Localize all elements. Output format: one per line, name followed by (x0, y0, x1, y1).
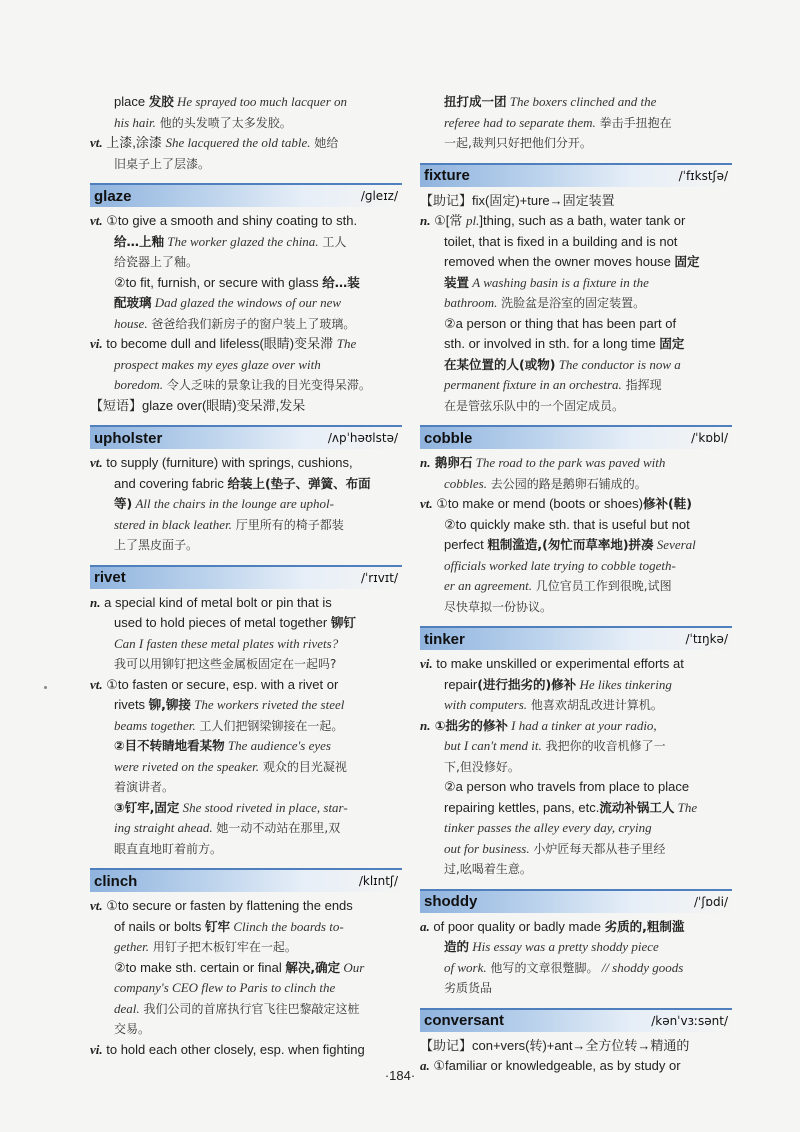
definition-text: 给瓷器上了釉。 (114, 255, 199, 269)
text-line (420, 273, 732, 294)
text-line (90, 716, 402, 737)
example-text: Several (653, 537, 696, 552)
pronunciation: /ˈtɪŋkə/ (685, 632, 728, 646)
headword: rivet (94, 569, 126, 586)
example-text: were riveted on the speaker. (114, 758, 259, 774)
example-text: officials worked late trying to cobble togeth- (444, 557, 676, 573)
definition-text: ①[常 (430, 213, 466, 228)
example-text: I had a tinker at your radio, (507, 717, 657, 733)
definition-text: 修补(鞋) (643, 496, 692, 511)
example-text: boredom. (114, 377, 163, 392)
definition-text: 配玻璃 (114, 295, 152, 310)
headword: fixture (424, 167, 470, 184)
definition-text: 用钉子把木板钉牢在一起。 (149, 940, 297, 954)
part-of-speech: n. (420, 213, 431, 228)
example-text: ing straight ahead. (114, 820, 213, 835)
definition-text: 上漆,涂漆 (102, 135, 166, 150)
pronunciation: /ˈkɒbl/ (691, 431, 728, 445)
text-line (420, 654, 732, 675)
text-line (90, 293, 402, 314)
part-of-speech: n. (420, 717, 431, 733)
part-of-speech: vt. (90, 213, 103, 228)
definition-text: perfect (444, 537, 488, 552)
example-text: The conductor is now a (555, 356, 681, 372)
text-line (90, 1019, 402, 1040)
definition-text: of nails or bolts (114, 918, 206, 934)
text-line (420, 716, 732, 737)
headword-bar-clinch (90, 868, 402, 892)
example-text: She lacquered the old table. (165, 135, 311, 150)
text-line (90, 757, 402, 778)
definition-text: 尽快草拟一份协议。 (444, 599, 553, 614)
headword-bar-cobble (420, 425, 732, 449)
definition-text: 她给 (310, 136, 339, 150)
headword: clinch (94, 872, 138, 890)
text-line (90, 695, 402, 716)
definition-text: 等) (114, 496, 133, 511)
text-line (90, 515, 402, 536)
headword-bar-tinker (420, 626, 732, 650)
text-line (90, 999, 402, 1020)
headword: shoddy (424, 893, 478, 910)
definition-text: 他写的文章很蹩脚。 (486, 960, 599, 975)
text-line (90, 896, 402, 917)
pronunciation: /kənˈvɜːsənt/ (651, 1013, 728, 1028)
example-text: bathroom. (444, 295, 498, 310)
headword-bar-upholster (90, 425, 402, 449)
definition-text: 眼直直地盯着前方。 (114, 841, 223, 856)
text-line (90, 736, 402, 757)
definition-text: 解决,确定 (285, 959, 341, 975)
example-text: gether. (114, 939, 150, 954)
example-text: The worker glazed the china. (164, 233, 319, 249)
example-text: The audience's eyes (224, 738, 331, 753)
definition-text: 观众的目光凝视 (259, 759, 347, 774)
text-line (420, 597, 732, 618)
text-line (90, 798, 402, 819)
example-text: // shoddy goods (598, 959, 684, 975)
definition-text: 拳击手扭抱在 (595, 115, 672, 130)
example-text: She stood riveted in place, star- (179, 799, 348, 815)
headword-bar-rivet (90, 565, 402, 589)
example-text: out for business. (444, 840, 530, 856)
text-line (420, 453, 732, 474)
example-text: Clinch the boards to- (230, 918, 344, 934)
text-line (420, 355, 732, 376)
definition-text: 一起,裁判只好把他们分开。 (444, 136, 592, 150)
definition-text: rivets (114, 697, 149, 712)
part-of-speech: a. (420, 918, 430, 934)
definition-text: 我把你的收音机修了一 (541, 739, 666, 753)
text-line (420, 232, 732, 253)
part-of-speech: vt. (90, 455, 103, 470)
definition-text: (进行拙劣的)修补 (477, 676, 577, 692)
text-line (420, 576, 732, 597)
example-text: with computers. (444, 697, 528, 712)
text-line (90, 133, 402, 154)
text-line (420, 113, 732, 134)
example-text: permanent fixture in an orchestra. (444, 377, 622, 392)
definition-text: ②a person who travels from place to place (444, 779, 690, 794)
definition-text: 他的头发喷了太多发胶。 (155, 115, 292, 130)
definition-text: 装置 (444, 274, 470, 290)
example-text: pl. (465, 213, 480, 228)
text-line (420, 917, 732, 938)
text-line (90, 839, 402, 860)
example-text: of work. (444, 959, 487, 975)
example-text: The road to the park was paved with (472, 455, 666, 470)
definition-text: ]thing, such as a bath, water tank or (479, 213, 686, 228)
definition-text: to become dull and lifeless(眼睛)变呆滞 (102, 336, 337, 351)
definition-text: 下,但没修好。 (444, 759, 520, 774)
definition-text: 给装上(垫子、弹簧、布面 (227, 475, 371, 491)
pronunciation: /ˈʃɒdi/ (694, 894, 728, 909)
pronunciation: /klɪntʃ/ (358, 874, 398, 888)
right-column (420, 92, 732, 1077)
text-line (420, 515, 732, 536)
example-text: The (674, 799, 698, 815)
text-line (420, 396, 732, 417)
text-line (420, 334, 732, 355)
text-line (90, 252, 402, 273)
text-line (420, 757, 732, 778)
example-text: Dad glazed the windows of our new (151, 295, 342, 310)
pronunciation: /ɡleɪz/ (360, 189, 398, 203)
definition-text: 工人们把钢梁铆接在一起。 (195, 718, 344, 733)
text-line (420, 839, 732, 860)
example-text: All the chairs in the lounge are uphol- (132, 496, 334, 511)
text-line (420, 92, 732, 113)
definition-text: toilet, that is fixed in a building and is not (444, 233, 678, 249)
definition-text: 洗脸盆是浴室的固定装置。 (497, 296, 646, 310)
text-line (420, 978, 732, 999)
text-line (90, 375, 402, 396)
definition-text: 厅里所有的椅子都装 (231, 517, 344, 532)
definition-text: 扭打成一团 (444, 94, 507, 109)
text-line (420, 958, 732, 979)
part-of-speech: vt. (90, 676, 103, 692)
text-line (90, 937, 402, 958)
text-line (90, 154, 402, 175)
part-of-speech: a. (420, 1058, 430, 1073)
text-line (90, 654, 402, 675)
pronunciation: /ˈrɪvɪt/ (360, 570, 398, 585)
definition-text: 给…上釉 (114, 233, 165, 249)
definition-text: sth. or involved in sth. for a long time (444, 336, 660, 351)
definition-text: 鹅卵石 (430, 455, 473, 470)
text-line (420, 777, 732, 798)
definition-text: repair (444, 676, 478, 692)
text-line (90, 675, 402, 696)
definition-text: 小炉匠每天都从巷子里经 (529, 841, 666, 856)
definition-text: to make unskilled or experimental efforts at (432, 656, 684, 671)
example-text: cobbles. (444, 475, 487, 491)
definition-text: 粗制滥造,(匆忙而草率地)拼凑 (487, 537, 654, 552)
definition-text: and covering fabric (114, 475, 228, 491)
definition-text: 【短语】glaze over(眼睛)变呆滞,发呆 (90, 397, 306, 413)
definition-text: 交易。 (114, 1022, 151, 1036)
part-of-speech: vt. (90, 135, 103, 150)
text-line (90, 314, 402, 335)
text-line (420, 191, 732, 212)
text-line (420, 675, 732, 696)
definition-text: of poor quality or badly made (429, 918, 605, 934)
definition-text: 钉牢 (205, 918, 231, 934)
definition-text: place (114, 94, 149, 109)
definition-text: 我们公司的首席执行官飞往巴黎敲定这桩 (139, 1001, 360, 1016)
text-line (420, 818, 732, 839)
definition-text: 给…装 (322, 274, 360, 290)
definition-text: 在是管弦乐队中的一个固定成员。 (444, 398, 625, 413)
definition-text: 令人乏味的景象让我的目光变得呆滞。 (163, 378, 371, 392)
definition-text: ②to fit, furnish, or secure with glass (114, 274, 323, 290)
definition-text: ②目不转睛地看某物 (114, 738, 225, 753)
example-text: prospect makes my eyes glaze over with (114, 356, 321, 372)
scan-speck (44, 686, 47, 689)
text-line (420, 375, 732, 396)
example-text: referee had to separate them. (444, 114, 596, 130)
definition-text: 【助记】con+vers(转)+ant→全方位转→精通的 (420, 1037, 690, 1053)
definition-text: 过,吆喝着生意。 (444, 862, 532, 876)
headword-bar-glaze (90, 183, 402, 207)
text-line (90, 593, 402, 614)
definition-text: 她一动不动站在那里,双 (212, 821, 341, 835)
headword-bar-shoddy (420, 889, 732, 913)
text-line (90, 958, 402, 979)
text-line (90, 818, 402, 839)
text-line (90, 232, 402, 253)
text-line (420, 314, 732, 335)
definition-text: 劣质货品 (444, 981, 493, 995)
part-of-speech: n. (420, 455, 431, 470)
text-line (420, 494, 732, 515)
definition-text: 造的 (444, 939, 470, 954)
definition-text: ③钉牢,固定 (114, 799, 180, 815)
definition-text: to hold each other closely, esp. when fighting (102, 1041, 365, 1057)
definition-text: removed when the owner moves house (444, 254, 675, 269)
text-line (420, 211, 732, 232)
text-line (90, 92, 402, 113)
definition-text: 【助记】fix(固定)+ture→固定装置 (420, 192, 615, 208)
text-line (90, 334, 402, 355)
pronunciation: /ʌpˈhəʊlstə/ (327, 431, 398, 445)
text-line (90, 273, 402, 294)
example-text: his hair. (114, 114, 156, 130)
text-line (90, 634, 402, 655)
definition-text: 铆钉 (330, 615, 356, 630)
example-text: The workers riveted the steel (190, 697, 345, 712)
definition-text: ①to give a smooth and shiny coating to sth. (102, 213, 358, 228)
text-line (90, 613, 402, 634)
example-text: His essay was a pretty shoddy piece (469, 939, 659, 954)
definition-text: ①拙劣的修补 (430, 717, 508, 733)
text-line (420, 556, 732, 577)
definition-text: to supply (furniture) with springs, cushions, (102, 455, 353, 470)
example-text: er an agreement. (444, 578, 532, 593)
example-text: The boxers clinched and the (506, 94, 657, 109)
text-line (90, 355, 402, 376)
part-of-speech: vi. (420, 656, 433, 671)
definition-text: 爸爸给我们新房子的窗户装上了玻璃。 (147, 316, 356, 331)
definition-text: 我可以用铆钉把这些金属板固定在一起吗? (114, 657, 337, 671)
definition-text: ①familiar or knowledgeable, as by study or (429, 1058, 681, 1073)
definition-text: 去公园的路是鹅卵石铺成的。 (486, 476, 647, 491)
headword-bar-fixture (420, 163, 732, 187)
definition-text: 劣质的,粗制滥 (604, 918, 685, 934)
text-line (420, 695, 732, 716)
definition-text: ①to secure or fasten by flattening the ends (102, 898, 353, 913)
definition-text: ②a person or thing that has been part of (444, 315, 677, 331)
definition-text: 铆,铆接 (148, 697, 191, 712)
example-text: stered in black leather. (114, 516, 232, 532)
text-line (90, 396, 402, 417)
text-line (420, 736, 732, 757)
definition-text: 旧桌子上了层漆。 (114, 156, 211, 171)
definition-text: 指挥现 (621, 378, 662, 392)
left-column (90, 92, 402, 1060)
part-of-speech: vt. (90, 898, 103, 913)
definition-text: 固定 (659, 336, 685, 351)
example-text: A washing basin is a fixture in the (469, 274, 649, 290)
headword: upholster (94, 429, 163, 447)
definition-text: repairing kettles, pans, etc. (444, 799, 600, 815)
pronunciation: /ˈfɪkstʃə/ (678, 168, 728, 183)
text-line (420, 293, 732, 314)
headword: cobble (424, 429, 473, 447)
definition-text: a special kind of metal bolt or pin that is (100, 594, 332, 610)
example-text: house. (114, 315, 148, 331)
definition-text: 他喜欢胡乱改进计算机。 (527, 698, 663, 712)
part-of-speech: n. (90, 594, 101, 610)
text-line (420, 937, 732, 958)
text-line (90, 978, 402, 999)
headword: conversant (424, 1012, 505, 1029)
definition-text: 在某位置的人(或物) (444, 356, 556, 372)
example-text: but I can't mend it. (444, 738, 542, 753)
definition-text: 发胶 (148, 94, 174, 109)
example-text: He sprayed too much lacquer on (173, 94, 348, 109)
example-text: The (336, 336, 357, 351)
example-text: company's CEO flew to Paris to clinch the (114, 980, 336, 995)
example-text: Our (340, 959, 365, 975)
text-line (420, 798, 732, 819)
text-line (420, 252, 732, 273)
text-line (90, 535, 402, 556)
text-line (90, 474, 402, 495)
part-of-speech: vi. (90, 336, 103, 351)
definition-text: 上了黑皮面子。 (114, 538, 199, 552)
text-line (420, 1036, 732, 1057)
definition-text: ②to make sth. certain or final (114, 959, 286, 975)
headword-bar-conversant (420, 1008, 732, 1032)
text-line (420, 535, 732, 556)
text-line (420, 474, 732, 495)
text-line (420, 859, 732, 880)
text-line (90, 113, 402, 134)
headword: tinker (424, 630, 465, 648)
part-of-speech: vi. (90, 1041, 103, 1057)
example-text: He likes tinkering (576, 676, 672, 692)
definition-text: ①to make or mend (boots or shoes) (432, 496, 643, 511)
definition-text: 着演讲者。 (114, 780, 175, 794)
definition-text: 几位官员工作到很晚,试图 (531, 579, 672, 593)
definition-text: 工人 (318, 234, 347, 249)
example-text: deal. (114, 1000, 140, 1016)
text-line (90, 453, 402, 474)
example-text: Can I fasten these metal plates with rivets? (114, 635, 339, 651)
text-line (90, 1040, 402, 1061)
example-text: tinker passes the alley every day, crying (444, 820, 652, 835)
page-number: ·184· (384, 1068, 416, 1083)
definition-text: ②to quickly make sth. that is useful but not (444, 516, 690, 532)
text-line (90, 211, 402, 232)
definition-text: used to hold pieces of metal together (114, 615, 331, 630)
definition-text: 流动补锅工人 (599, 799, 675, 815)
text-line (90, 494, 402, 515)
text-line (90, 777, 402, 798)
part-of-speech: vt. (420, 496, 433, 511)
definition-text: 固定 (674, 254, 700, 269)
text-line (90, 917, 402, 938)
text-line (420, 133, 732, 154)
headword: glaze (94, 187, 132, 205)
example-text: beams together. (114, 717, 196, 733)
definition-text: ①to fasten or secure, esp. with a rivet or (102, 676, 339, 692)
